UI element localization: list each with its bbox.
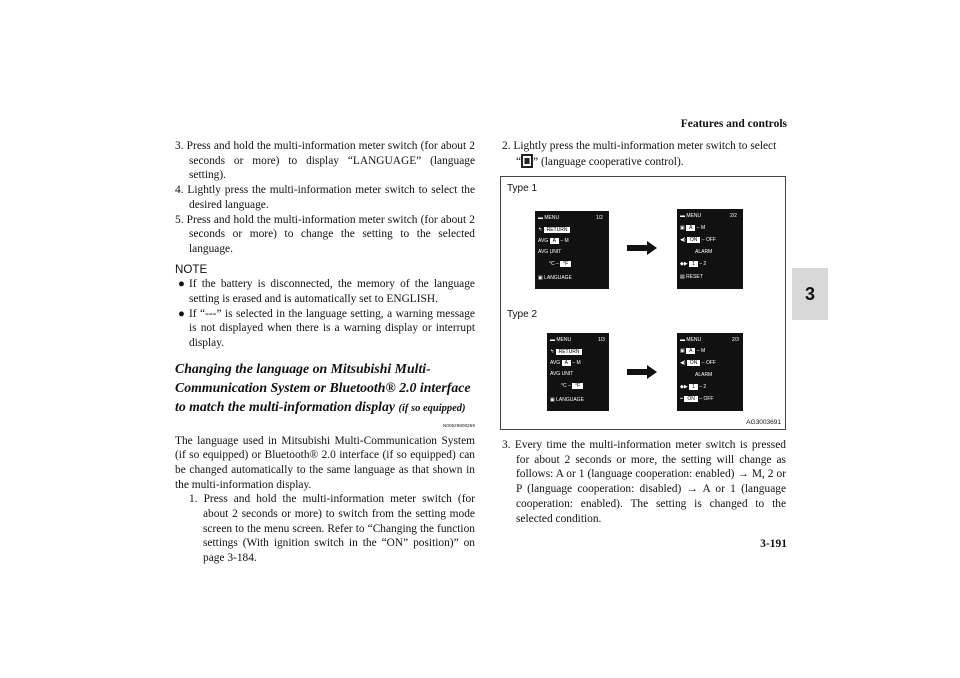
car-icon: ▬ xyxy=(550,337,555,343)
reset-icon: ▤ xyxy=(680,274,685,280)
step-4: 4. Lightly press the multi-information meter switch to select the desired language. xyxy=(175,184,475,211)
intro-paragraph: The language used in Mitsubishi Multi-Communication System (if so equipped) or Bluetooth® 2.0 interface (if so equipped) can be changed automatically to the same language as that shown in the multi-information display. xyxy=(175,434,475,491)
avg-row: AVG A – M xyxy=(550,360,581,366)
display-screen-type1-menu1 xyxy=(535,211,609,289)
wiper-row: ╍ ON – OFF xyxy=(680,396,714,402)
car-icon: ▬ xyxy=(680,213,685,219)
step-5: 5. Press and hold the multi-information meter switch (for about 2 seconds or more) to change the setting to the selected language. xyxy=(175,213,475,255)
language-coop-row: ▣ A – M xyxy=(680,348,706,354)
language-icon: ▣ xyxy=(680,348,685,354)
menu-title-row: ▬ MENU 1/2 xyxy=(538,215,603,221)
figure-box xyxy=(500,176,786,430)
section-code: N00529800259 xyxy=(443,422,475,428)
step-3-right: 3. Every time the multi-information meter switch is pressed for about 2 seconds or more, the setting will change as follows: A or 1 (language cooperation: enabled) → M, 2 or P (language cooperation: disabled) → A or 1 (language cooperation: enabled). The setting is changed to the selected condition. xyxy=(502,439,786,525)
language-row: ▣ LANGUAGE xyxy=(538,275,572,281)
language-icon: ▣ xyxy=(538,275,543,281)
right-arrow-icon xyxy=(627,241,657,255)
return-icon: ↰ xyxy=(550,349,555,355)
sound-row: ◀) ON – OFF xyxy=(680,237,716,243)
turn-signal-icon: ◆▶ xyxy=(680,261,688,267)
menu-title-row: ▬ MENU 1/3 xyxy=(550,337,605,343)
step-1: 1. Press and hold the multi-information meter switch (for about 2 seconds or more) to switch from the setting mode screen to the menu screen. Refer to “Changing the function settings (With ignition switch in the “ON” position)” on page 3-184. xyxy=(189,493,475,565)
alarm-row: ALARM xyxy=(695,249,713,255)
display-screen-type2-menu2 xyxy=(677,333,743,411)
car-icon: ▬ xyxy=(538,215,543,221)
menu-title-row: ▬ MENU 2/2 xyxy=(680,213,737,219)
return-row: ↰ RETURN xyxy=(538,227,570,233)
reset-row: ▤ RESET xyxy=(680,274,703,280)
section-heading: Changing the language on Mitsubishi Multi-Communication System or Bluetooth® 2.0 interface to match the multi-information display (if so equipped) xyxy=(175,360,471,414)
temp-unit-row: °C – °F xyxy=(561,383,583,389)
step-2: 2. Lightly press the multi-information meter switch to select “ ” (language cooperative control). xyxy=(502,140,777,168)
turn-signal-icon: ◆▶ xyxy=(680,384,688,390)
speaker-icon: ◀) xyxy=(680,360,686,366)
left-column xyxy=(175,139,475,566)
language-cooperative-icon xyxy=(521,154,533,168)
running-header: Features and controls xyxy=(680,118,787,130)
speaker-icon: ◀) xyxy=(680,237,686,243)
display-screen-type1-menu2 xyxy=(677,209,743,289)
note-item: ● If the battery is disconnected, the memory of the language setting is erased and is automatically set to ENGLISH. xyxy=(178,278,475,306)
note-label: NOTE xyxy=(175,262,208,276)
language-coop-row: ▣ A – M xyxy=(680,225,706,231)
avg-unit-row: AVG UNIT xyxy=(538,249,562,255)
note-item: ● If “---” is selected in the language setting, a warning message is not displayed when there is a warning display or interrupt display. xyxy=(178,307,475,350)
language-row: ▣ LANGUAGE xyxy=(550,397,584,403)
avg-unit-row: AVG UNIT xyxy=(550,371,574,377)
language-icon: ▣ xyxy=(550,397,555,403)
menu-title-row: ▬ MENU 2/3 xyxy=(680,337,739,343)
section-heading-suffix: (if so equipped) xyxy=(398,402,466,414)
return-row: ↰ RETURN xyxy=(550,349,582,355)
page-number: 3-191 xyxy=(760,538,787,550)
return-icon: ↰ xyxy=(538,227,543,233)
right-arrow-icon xyxy=(627,365,657,379)
temp-unit-row: °C – °F xyxy=(549,261,571,267)
display-screen-type2-menu1 xyxy=(547,333,609,411)
turn-signal-row: ◆▶ 1 – 2 xyxy=(680,384,707,390)
type1-label: Type 1 xyxy=(507,183,538,194)
type2-label: Type 2 xyxy=(507,309,538,320)
wiper-icon: ╍ xyxy=(680,396,684,402)
figure-code: AG3003691 xyxy=(746,419,781,426)
sound-row: ◀) ON – OFF xyxy=(680,360,716,366)
car-icon: ▬ xyxy=(680,337,685,343)
chapter-tab: 3 xyxy=(792,268,828,320)
alarm-row: ALARM xyxy=(695,372,713,378)
avg-row: AVG A – M xyxy=(538,238,569,244)
step-3: 3. Press and hold the multi-information meter switch (for about 2 seconds or more) to display “LANGUAGE” (language setting). xyxy=(175,140,475,182)
turn-signal-row: ◆▶ 1 – 2 xyxy=(680,261,707,267)
language-icon: ▣ xyxy=(680,225,685,231)
